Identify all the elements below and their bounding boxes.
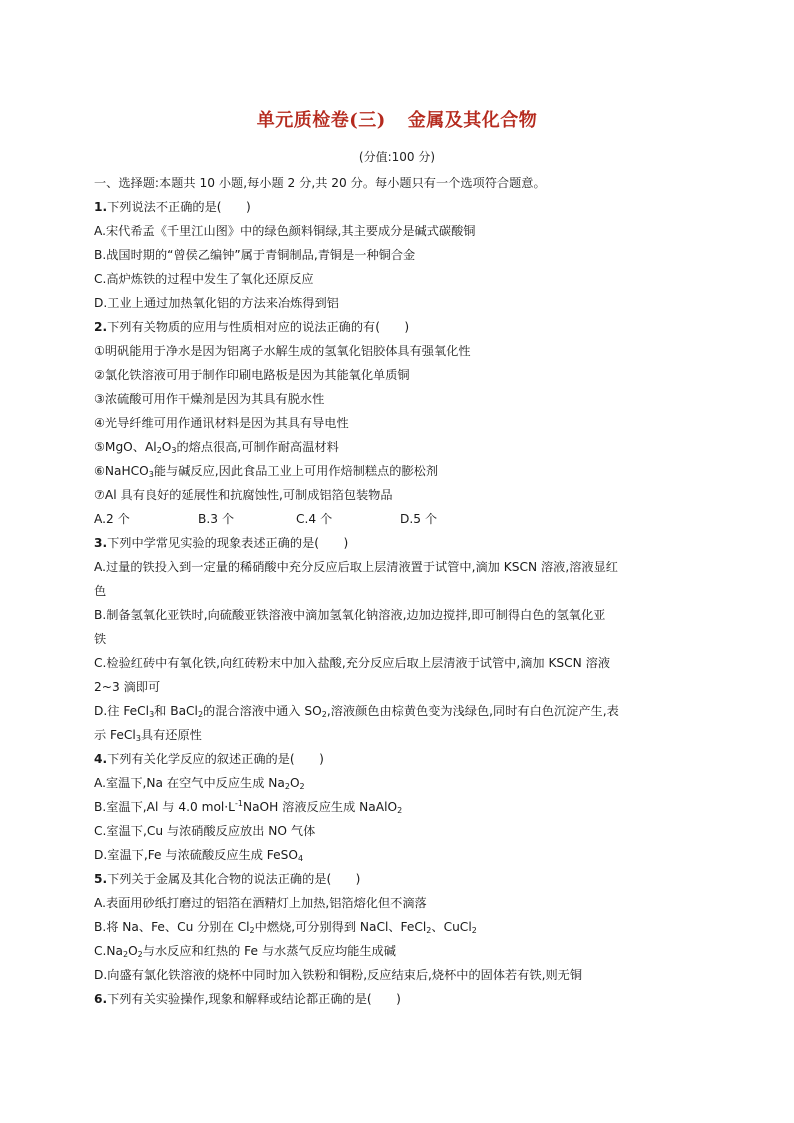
question-5-stem (94, 867, 698, 891)
question-2-statement-3: ③浓硫酸可用作干燥剂是因为其具有脱水性 (94, 392, 325, 406)
question-5-option-d: D.向盛有氯化铁溶液的烧杯中同时加入铁粉和铜粉,反应结束后,烧杯中的固体若有铁,则无铜 (94, 968, 583, 982)
question-2-option-c: C.4 个 (296, 512, 333, 526)
question-3-option-b-line1: B.制备氢氧化亚铁时,向硫酸亚铁溶液中滴加氢氧化钠溶液,边加边搅拌,即可制得白色的氢氧化亚 (94, 608, 606, 622)
question-number: 1. (94, 200, 108, 214)
question-6-stem (94, 987, 698, 1011)
section-heading: 一、选择题:本题共 10 小题,每小题 2 分,共 20 分。每小题只有一个选项符合题意。 (94, 176, 546, 190)
question-number: 3. (94, 536, 108, 550)
question-2-option-b: B.3 个 (198, 512, 235, 526)
question-4-option-b: B.室温下,Al 与 4.0 $mol\cdot L^{-1}NaOH$ 溶液反应生成 NaAlO$_2$ (94, 799, 403, 815)
question-1-option-b: B.战国时期的“曾侯乙编钟”属于青铜制品,青铜是一种铜合金 (94, 248, 416, 262)
question-text: 下列有关物质的应用与性质相对应的说法正确的有( ) (107, 320, 410, 334)
question-number: 4. (94, 752, 108, 766)
question-3-stem (94, 531, 698, 555)
question-5-option-c: $C.Na_2O_2$与水反应和红热的 Fe 与水蒸气反应均能生成碱 (94, 944, 396, 959)
question-1-option-c: C.高炉炼铁的过程中发生了氧化还原反应 (94, 272, 314, 286)
question-3-option-b-line2: 铁 (94, 632, 107, 646)
question-2-option-d: D.5 个 (400, 512, 438, 526)
question-text: 下列说法不正确的是( ) (107, 200, 251, 214)
question-text: 下列有关化学反应的叙述正确的是( ) (107, 752, 324, 766)
question-2-statement-6: ⑥NaHCO$_3$能与碱反应,因此食品工业上可用作焙制糕点的膨松剂 (94, 464, 439, 479)
question-3-option-d-line2: 示 FeCl$_3$具有还原性 (94, 728, 202, 743)
question-3-option-c-line1: C.检验红砖中有氧化铁,向红砖粉末中加入盐酸,充分反应后取上层清液于试管中,滴加 KSCN 溶液 (94, 656, 611, 670)
question-number: 5. (94, 872, 108, 886)
page-title (0, 106, 794, 132)
question-4-option-a: A.室温下,Na 在空气中反应生成 $Na_2O_2$ (94, 776, 305, 791)
score-note: (分值:100 分) (358, 150, 436, 164)
question-text: 下列关于金属及其化合物的说法正确的是( ) (107, 872, 361, 886)
question-3-option-a-line2: 色 (94, 584, 107, 598)
question-2-statement-1: ①明矾能用于净水是因为铝离子水解生成的氢氧化铝胶体具有强氧化性 (94, 344, 471, 358)
question-2-statement-2: ②氯化铁溶液可用于制作印刷电路板是因为其能氧化单质铜 (94, 368, 410, 382)
question-3-option-c-line2: 2~3 滴即可 (94, 680, 161, 694)
question-1-option-d: D.工业上通过加热氧化铝的方法来冶炼得到铝 (94, 296, 339, 310)
question-number: 6. (94, 992, 108, 1006)
question-text: 下列有关实验操作,现象和解释或结论都正确的是( ) (107, 992, 401, 1006)
question-2-option-a: A.2 个 (94, 512, 130, 526)
question-2-statement-7: ⑦Al 具有良好的延展性和抗腐蚀性,可制成铝箔包装物品 (94, 488, 393, 502)
question-2-stem (94, 315, 698, 339)
question-1-option-a: A.宋代希孟《千里江山图》中的绿色颜料铜绿,其主要成分是碱式碳酸铜 (94, 224, 476, 238)
question-4-stem (94, 747, 698, 771)
question-5-option-a: A.表面用砂纸打磨过的铝箔在酒精灯上加热,铝箔熔化但不滴落 (94, 896, 427, 910)
question-2-options (94, 507, 698, 531)
exam-content (94, 171, 698, 1011)
question-5-option-b: B.将 Na、Fe、Cu 分别在 $Cl_2$中燃烧,可分别得到 NaCl、FeCl$_2$、CuCl$_2$ (94, 920, 477, 935)
question-4-option-c: C.室温下,Cu 与浓硝酸反应放出 NO 气体 (94, 824, 316, 838)
question-text: 下列中学常见实验的现象表述正确的是( ) (107, 536, 349, 550)
title-sub: 金属及其化合物 (407, 110, 538, 131)
question-2-statement-5: ⑤MgO、$Al_2O_3$的熔点很高,可制作耐高温材料 (94, 440, 339, 455)
question-3-option-a-line1: A.过量的铁投入到一定量的稀硝酸中充分反应后取上层清液置于试管中,滴加 KSCN 溶液,溶液显红 (94, 560, 618, 574)
question-4-option-d: D.室温下,Fe 与浓硫酸反应生成 FeSO$_4$ (94, 848, 304, 863)
title-main: 单元质检卷(三) (256, 110, 386, 131)
question-1-stem (94, 195, 698, 219)
question-2-statement-4: ④光导纤维可用作通讯材料是因为其具有导电性 (94, 416, 349, 430)
question-number: 2. (94, 320, 108, 334)
question-3-option-d-line1: D.往 FeCl$_3$和 BaCl$_2$的混合溶液中通入 $SO_2$,溶液颜色由棕黄色变为浅绿色,同时有白色沉淀产生,表 (94, 704, 619, 719)
